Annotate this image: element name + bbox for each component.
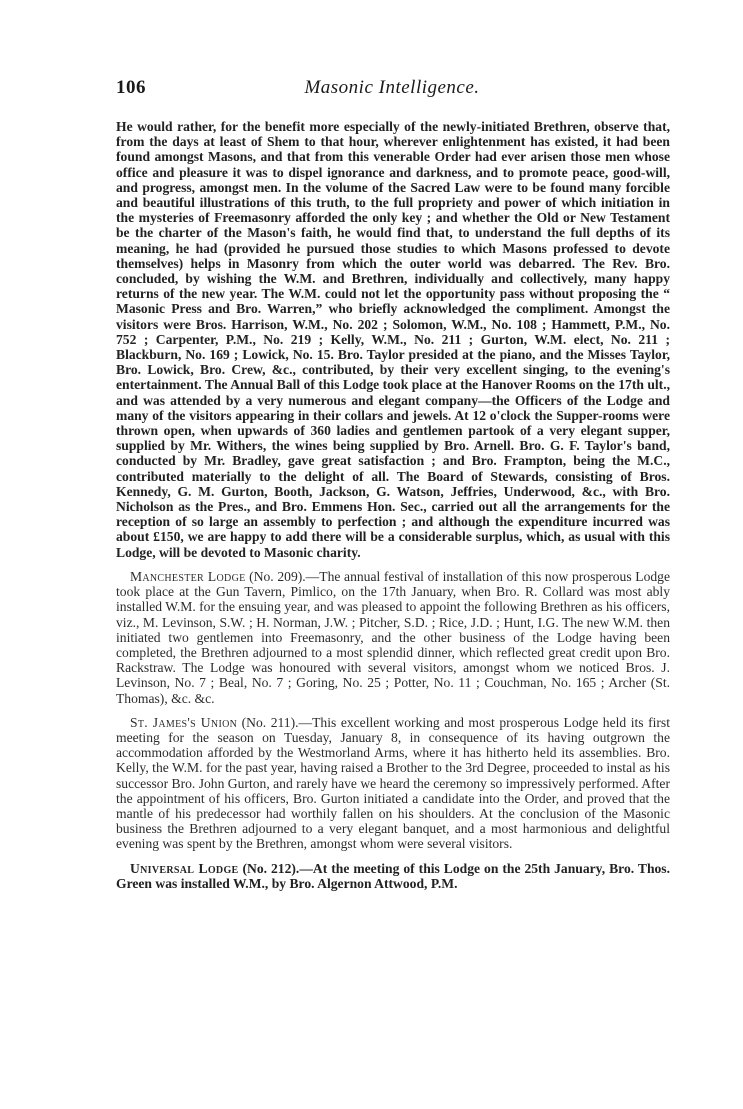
paragraph-st-james-union: [116, 715, 670, 852]
page-number: 106: [116, 77, 146, 98]
running-title: Masonic Intelligence.: [304, 77, 480, 98]
lodge-name: St. James's Union: [130, 714, 238, 730]
lodge-name: Manchester Lodge: [130, 568, 246, 584]
article-body: [116, 119, 670, 891]
paragraph-manchester-lodge: [116, 569, 670, 706]
paragraph-continuation: [116, 119, 670, 560]
paragraph-text: (No. 211).—This excellent working and most prosperous Lodge held its first meeting for the season on Tuesday, January 8, in consequence of its having outgrown the accommodation afforded by the Westmorland Arms, where it has hitherto held its assemblies. Bro. Kelly, the W.M. for the past year, having raised a Brother to the 3rd Degree, proceeded to instal as his successor Bro. John Gurton, and rarely have we heard the ceremony so impressively performed. After the appointment of his officers, Bro. Gurton initiated a candidate into the Order, and proved that the mantle of his predecessor had worthily fallen on his shoulders. At the conclusion of the Masonic business the Brethren adjourned to a very elegant banquet, and a most harmonious and delightful evening was spent by the Brethren, amongst whom were several visitors.: [116, 714, 670, 852]
paragraph-universal-lodge: [116, 861, 670, 891]
paragraph-text: (No. 212).—At the meeting of this Lodge on the 25th January, Bro. Thos. Green was installed W.M., by Bro. Algernon Attwood, P.M.: [116, 860, 670, 891]
lodge-name: Universal Lodge: [130, 860, 239, 876]
page-header: [116, 77, 668, 105]
paragraph-text: (No. 209).—The annual festival of installation of this now prosperous Lodge took place at the Gun Tavern, Pimlico, on the 17th January, when Bro. R. Collard was most ably installed W.M. for the ensuing year, and was pleased to appoint the following Brethren as his officers, viz., M. Levinson, S.W. ; H. Norman, J.W. ; Pitcher, S.D. ; Rice, J.D. ; Hunt, I.G. The new W.M. then initiated two gentlemen into Freemasonry, and the other business of the Lodge having been completed, the Brethren adjourned to a most splendid dinner, which reflected great credit upon Bro. Rackstraw. The Lodge was honoured with several visitors, amongst whom we noticed Bros. J. Levinson, No. 7 ; Beal, No. 7 ; Goring, No. 25 ; Potter, No. 11 ; Couchman, No. 165 ; Archer (St. Thomas), &c. &c.: [116, 568, 670, 706]
paragraph-text: He would rather, for the benefit more especially of the newly-initiated Brethren, observe that, from the days at least of Shem to that hour, wherever enlightenment has existed, it had been found amongst Masons, and that from this venerable Order had ever arisen those men whose office and pleasure it was to dispel ignorance and darkness, and to promote peace, good-will, and progress, amongst men. In the volume of the Sacred Law were to be found many forcible and beautiful illustrations of this truth, to the full propriety and power of which initiation in the mysteries of Freemasonry afforded the only key ; and whether the Old or New Testament be the charter of the Mason's faith, he would find that, to understand the full depths of its meaning, he had (provided he pursued those studies to which Masons professed to devote themselves) helps in Masonry from which the outer world was debarred. The Rev. Bro. concluded, by wishing the W.M. and Brethren, individually and collectively, many happy returns of the new year. The W.M. could not let the opportunity pass without proposing the “ Masonic Press and Bro. Warren,” who briefly acknowledged the compliment. Amongst the visitors were Bros. Harrison, W.M., No. 202 ; Solomon, W.M., No. 108 ; Hammett, P.M., No. 752 ; Carpenter, P.M., No. 219 ; Kelly, W.M., No. 211 ; Gurton, W.M. elect, No. 211 ; Blackburn, No. 169 ; Lowick, No. 15. Bro. Taylor presided at the piano, and the Misses Taylor, Bro. Lowick, Bro. Crew, &c., contributed, by their very excellent singing, to the evening's entertainment. The Annual Ball of this Lodge took place at the Hanover Rooms on the 17th ult., and was attended by a very numerous and elegant company—the Officers of the Lodge and many of the visitors appearing in their collars and jewels. At 12 o'clock the Supper-rooms were thrown open, when upwards of 360 ladies and gentlemen partook of a very elegant supper, supplied by Mr. Withers, the wines being supplied by Bro. Arnell. Bro. G. F. Taylor's band, conducted by Mr. Bradley, gave great satisfaction ; and Bro. Frampton, being the M.C., contributed materially to the delight of all. The Board of Stewards, consisting of Bros. Kennedy, G. M. Gurton, Booth, Jackson, G. Watson, Jeffries, Underwood, &c., with Bro. Nicholson as the Pres., and Bro. Emmens Hon. Sec., carried out all the arrangements for the reception of so large an assembly to perfection ; and although the expenditure incurred was about £150, we are happy to add there will be a considerable surplus, which, as usual with this Lodge, will be devoted to Masonic charity.: [116, 119, 670, 560]
